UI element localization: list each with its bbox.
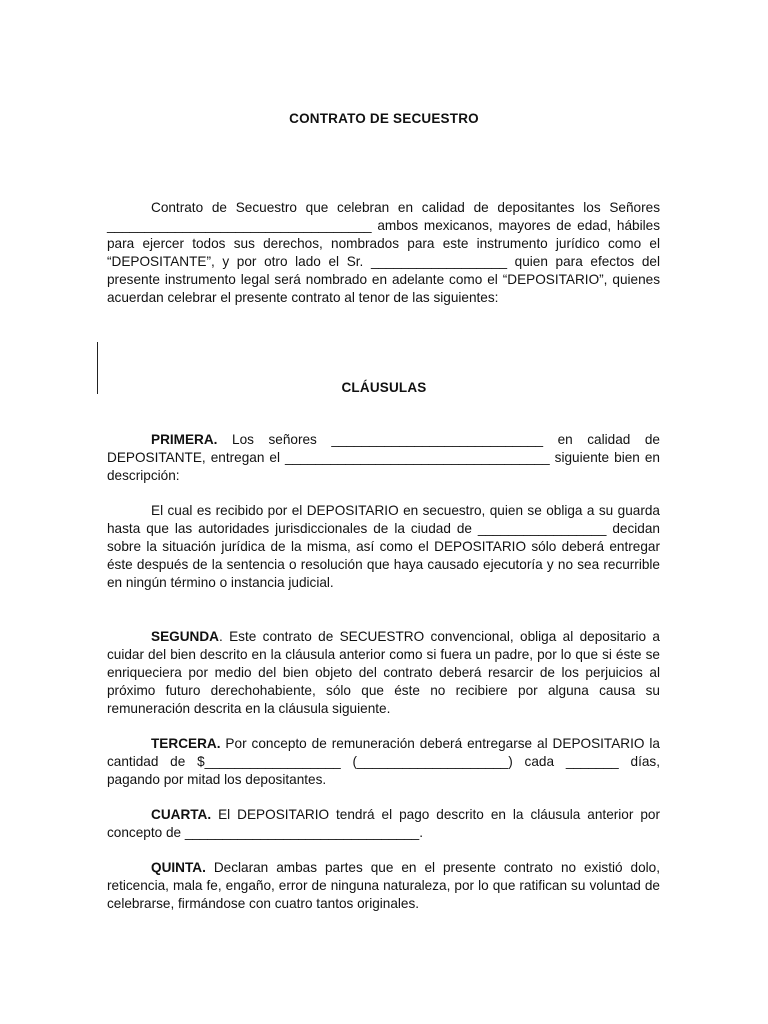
intro-text: Contrato de Secuestro que celebran en calidad de depositantes los Señores ___________________________________ ambos mexicanos, mayores de edad, hábiles para ejercer todos sus derechos, nombrados para este instrumento jurídico como el “DEPOSITANTE”, y por otro lado el Sr. __________________ quien para efectos del presente instrumento legal será nombrado en adelante como el “DEPOSITARIO”, quienes acuerdan celebrar el presente contrato al tenor de las siguientes: — [107, 200, 660, 305]
clausula-primera — [107, 431, 660, 485]
primera-text: Los señores ____________________________ en calidad de DEPOSITANTE, entregan el ___________________________________ siguiente bien en descripción: — [107, 432, 660, 483]
primera-cont-text: El cual es recibido por el DEPOSITARIO en secuestro, quien se obliga a su guarda hasta que las autoridades jurisdiccionales de la ciudad de _________________ decidan sobre la situación jurídica de la misma, así como el DEPOSITARIO sólo deberá entregar éste después de la sentencia o resolución que haya causado ejecutoría y no sea recurrible en ningún término o instancia judicial. — [107, 503, 660, 590]
tercera-text: Por concepto de remuneración deberá entregarse al DEPOSITARIO la cantidad de $__________________ (____________________) cada _______ días, pagando por mitad los depositantes. — [107, 736, 660, 787]
clausula-segunda — [107, 628, 660, 718]
intro-paragraph — [107, 199, 660, 306]
document-title: CONTRATO DE SECUESTRO — [289, 111, 479, 126]
cuarta-text: El DEPOSITARIO tendrá el pago descrito en la cláusula anterior por concepto de _______________________________. — [107, 807, 660, 840]
cuarta-label: CUARTA. — [151, 807, 212, 822]
quinta-text: Declaran ambas partes que en el presente contrato no existió dolo, reticencia, mala fe, engaño, error de ninguna naturaleza, por lo que ratifican su voluntad de celebrarse, firmándose con cuatro tantos originales. — [107, 860, 660, 911]
segunda-label: SEGUNDA — [151, 629, 219, 644]
clausula-cuarta — [107, 806, 660, 842]
segunda-text: . Este contrato de SECUESTRO convencional, obliga al depositario a cuidar del bien descrito en la cláusula anterior como si fuera un padre, por lo que si éste se enriqueciera por medio del bien objeto del contrato deberá resarcir de los perjuicios al próximo futuro derechohabiente, sólo que éste no recibiere por alguna causa su remuneración descrita en la cláusula siguiente. — [107, 629, 660, 716]
clausula-quinta — [107, 859, 660, 913]
clausula-primera-continuation — [107, 502, 660, 592]
tercera-label: TERCERA. — [151, 736, 221, 751]
clausula-tercera — [107, 735, 660, 789]
quinta-label: QUINTA. — [151, 860, 206, 875]
primera-label: PRIMERA. — [151, 432, 218, 447]
clausulas-heading: CLÁUSULAS — [341, 380, 427, 395]
